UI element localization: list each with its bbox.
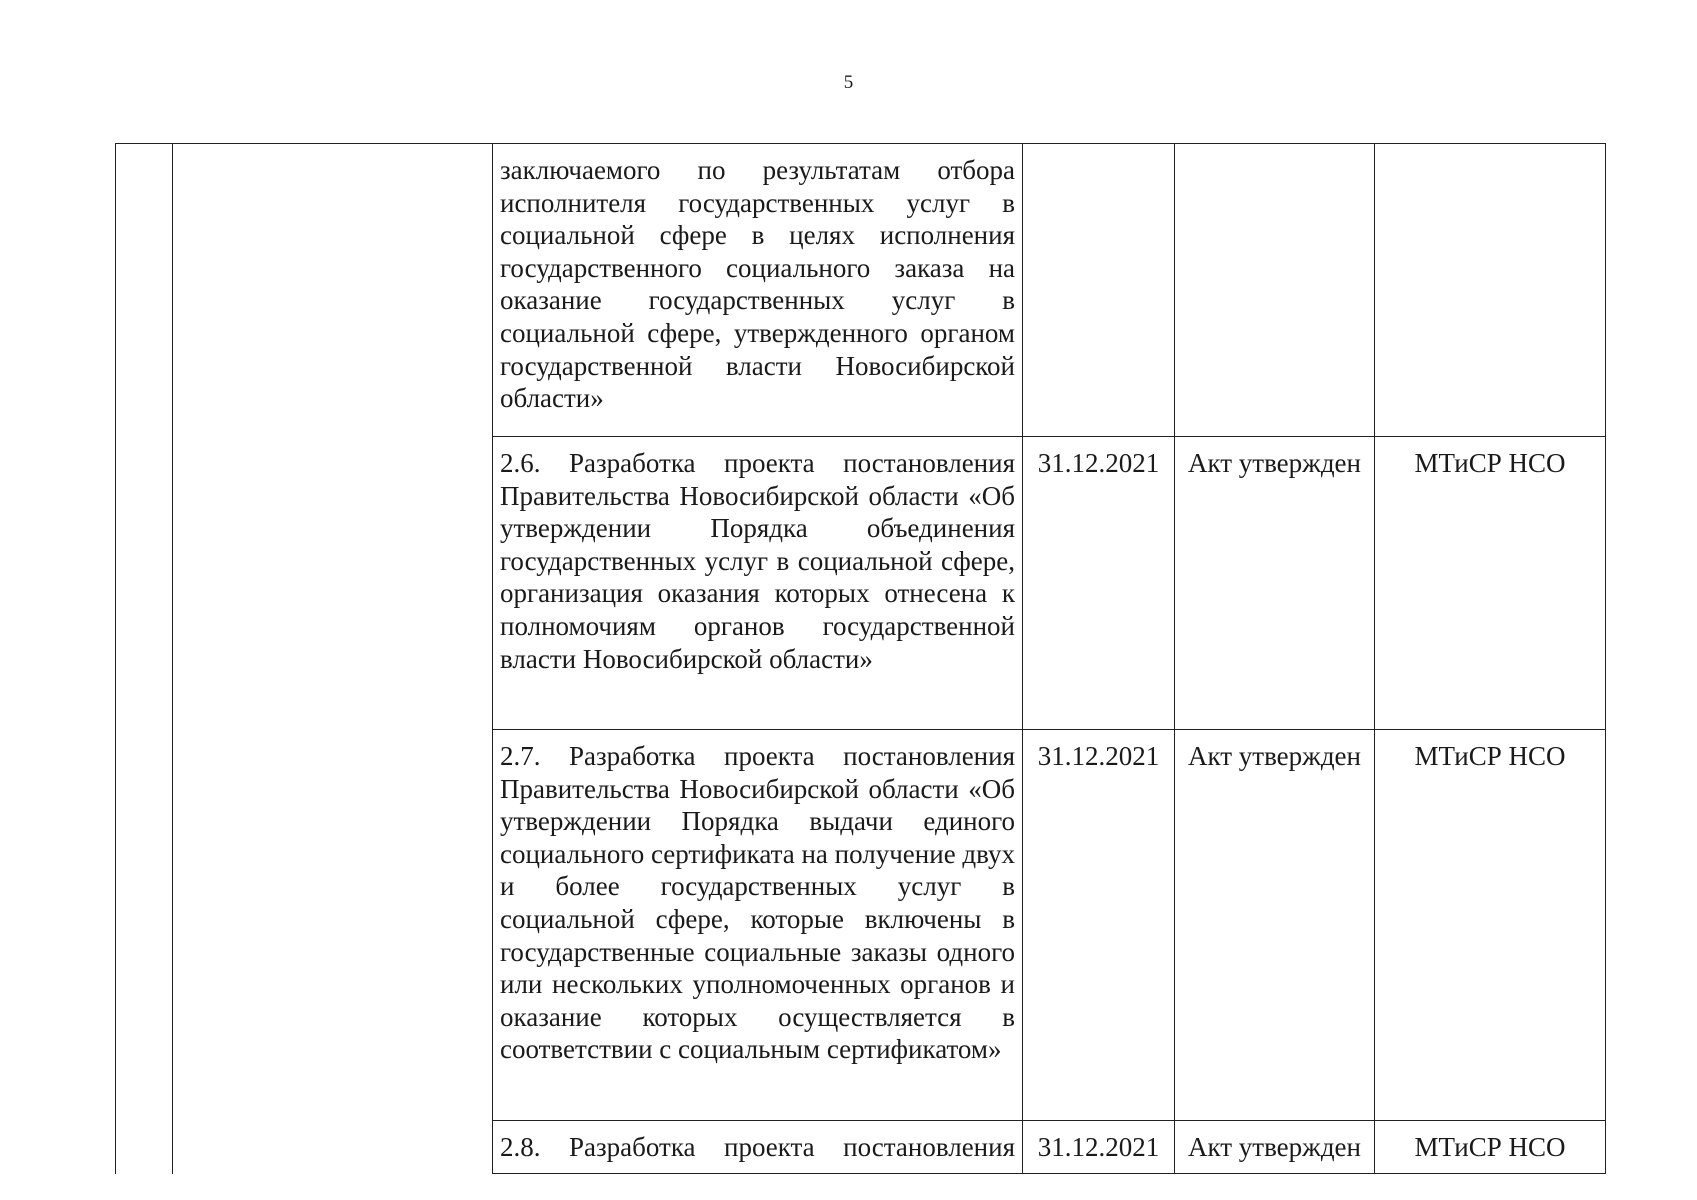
date-cell: 31.12.2021: [1023, 730, 1175, 1121]
task-cell: [173, 144, 493, 1174]
description-cell: [493, 730, 1023, 1121]
responsible-cell: МТиСР НСО: [1375, 730, 1606, 1121]
result-cell: Акт утвержден: [1175, 730, 1375, 1121]
description-text: 2.7. Разработка проекта постановления Правительства Новосибирской области «Об утверждении Порядка выдачи единого социального сертификата на получение двух и более государственных услуг в социальной сфере, которые включены в государственные социальные заказы одного или нескольких уполномоченных органов и оказание которых осуществляется в соответствии с социальным сертификатом»: [500, 741, 1015, 1065]
row-number-cell: [116, 144, 173, 1174]
date-cell: [1023, 144, 1175, 437]
description-cell: [493, 437, 1023, 730]
description-text: заключаемого по результатам отбора исполнителя государственных услуг в социальной сфере в целях исполнения государственного социального заказа на оказание государственных услуг в социальной сфере, утвержденного органом государственной власти Новосибирской области»: [500, 155, 1015, 414]
description-text: 2.6. Разработка проекта постановления Правительства Новосибирской области «Об утверждении Порядка объединения государственных услуг в социальной сфере, организация оказания которых отнесена к полномочиям органов государственной власти Новосибирской области»: [500, 448, 1015, 674]
result-cell: Акт утвержден: [1175, 1121, 1375, 1174]
date-cell: 31.12.2021: [1023, 437, 1175, 730]
date-cell: 31.12.2021: [1023, 1121, 1175, 1174]
responsible-cell: МТиСР НСО: [1375, 437, 1606, 730]
description-cell: [493, 144, 1023, 437]
plan-table: [115, 143, 1606, 1174]
description-cell: [493, 1121, 1023, 1174]
description-text: 2.8. Разработка проекта постановления: [500, 1132, 1015, 1162]
responsible-cell: МТиСР НСО: [1375, 1121, 1606, 1174]
result-cell: Акт утвержден: [1175, 437, 1375, 730]
result-cell: [1175, 144, 1375, 437]
responsible-cell: [1375, 144, 1606, 437]
table-row: [116, 144, 1606, 437]
page-number: 5: [843, 72, 854, 93]
